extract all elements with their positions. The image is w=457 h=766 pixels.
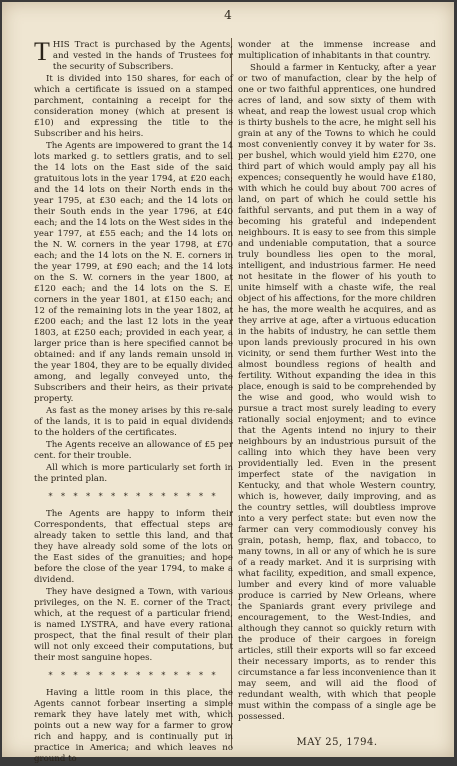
- date-line: MAY 25, 1794.: [296, 737, 378, 748]
- shares-paragraph: It is divided into 150 shares, for each of which a certificate is issued on a stamped parchment, containing a receipt for the consideration money (which at present is £10) and expressing the title to the Subscriber and his heirs.: [34, 74, 233, 139]
- continuation-paragraph: wonder at the immense increase and multiplication of inhabitants in that country.: [238, 40, 436, 61]
- farmer-paragraph: Should a farmer in Kentucky, after a year or two of manufaction, clear by the help of one or two faithful apprentices, one hundred acres of land, and sow sixty of them with wheat, and reap the lowest usual crop which is thirty bushels to the acre, he might sell his grain at any of the Towns to which he could most conveniently convey it by water for 3s. per bushel, which would yield him £270, one third part of which would amply pay all his expences; consequently he would have £180, with which he could buy about 700 acres of land, on part of which he could settle his faithful servants, and put them in a way of becoming his grateful and independent neighbours. It is easy to see from this simple and undeniable computation, that a source truly boundless lies open to the moral, intelligent, and industrious farmer. He need not hesitate in the flower of his youth to unite himself with a chaste wife, the real object of his affections, for the more children he has, the more wealth he acquires, and as they arrive at age, after a virtuous education in the habits of industry, he can settle them upon lands previously procured in his own vicinity, or send them further West into the almost boundless regions of health and fertility. Without expanding the idea in this place, enough is said to be comprehended by the wise and good, who would wish to pursue a tract most surely leading to every rationally social enjoyment; and to evince that the Agents intend no injury to their neighbours by an industrious pursuit of the calling into which they have been very providentially led. Even in the present imperfect state of the navigation in Kentucky, and that whole Western country, which is, however, daily improving, and as the country settles, will doubtless improve into a very perfect state: but even now the farmer can very commodiously convey his grain, potash, hemp, flax, and tobacco, to many towns, in all or any of which he is sure of a ready market. And it is surprising with what facility, expedition, and small expence, lumber and every kind of more valuable produce is carried by New Orleans, where the Spaniards grant every privilege and encouragement, to the West-Indies, and although they cannot so quickly return with the produce of their cargoes in foreign articles, still their exports will so far exceed their necessary imports, as to render this circumstance a far less inconvenience than it may seem, and will aid the flood of redundant wealth, with which that people must within the compass of a single age be possessed.: [238, 63, 436, 722]
- plan-paragraph: All which is more particularly set forth in the printed plan.: [34, 463, 233, 484]
- correspondents-paragraph: The Agents are happy to inform their Correspondents, that effectual steps are already taken to settle this land, and that they have already sold some of the lots on the East sides of the granuities; and hope before the close of the year 1794, to make a dividend.: [34, 509, 233, 585]
- dividends-paragraph: As fast as the money arises by this re-sale of the lands, it is to paid in equal dividends to the holders of the certificates.: [34, 406, 233, 438]
- lots-paragraph: The Agents are impowered to grant the 14 lots marked g. to settlers gratis, and to sell the 14 lots on the East side of the said gratuitous lots in the year 1794, at £20 each; and the 14 lots on their North ends in the year 1795, at £30 each; and the 14 lots on their South ends in the year 1796, at £40 each; and the 14 lots on the West sides in the year 1797, at £55 each; and the 14 lots on the N. W. corners in the year 1798, at £70 each; and the 14 lots on the N. E. corners in the year 1799, at £90 each; and the 14 lots on the S. W. corners in the year 1800, at £120 each; and the 14 lots on the S. E. corners in the year 1801, at £150 each; and 12 of the remaining lots in the year 1802, at £200 each; and the last 12 lots in the year 1803, at £250 each; provided in each year, a larger price than is here specified cannot be obtained: and if any lands remain unsold in the year 1804, they are to be equally divided among, and legally conveyed unto, the Subscribers and their heirs, as their private property.: [34, 141, 233, 404]
- left-column: [34, 37, 233, 766]
- page-number: 4: [224, 8, 232, 22]
- opening-paragraph: [34, 37, 233, 73]
- right-column: [238, 40, 436, 748]
- document-page: [2, 2, 454, 764]
- town-paragraph: They have designed a Town, with various privileges, on the N. E. corner of the Tract, which, at the request of a particular friend, is named LYSTRA, and have every rational prospect, that the final result of their plan will not only exceed their computations, but their most sanguine hopes.: [34, 587, 233, 663]
- separator-stars: * * * * * * * * * * * * * *: [48, 671, 219, 680]
- separator-stars: * * * * * * * * * * * * * *: [48, 492, 219, 501]
- allowance-paragraph: The Agents receive an allowance of £5 per cent. for their trouble.: [34, 440, 233, 461]
- drop-cap: T: [34, 37, 50, 66]
- opening-paragraph-text: HIS Tract is purchased by the Agents, and vested in the hands of Trustees for the security of Subscribers.: [52, 40, 233, 72]
- remark-paragraph: Having a little room in this place, the Agents cannot forbear inserting a simple remark they have lately met with, which points out a new way for a farmer to grow rich and happy, and is continually put in practice in America; and which leaves no ground to: [34, 688, 233, 764]
